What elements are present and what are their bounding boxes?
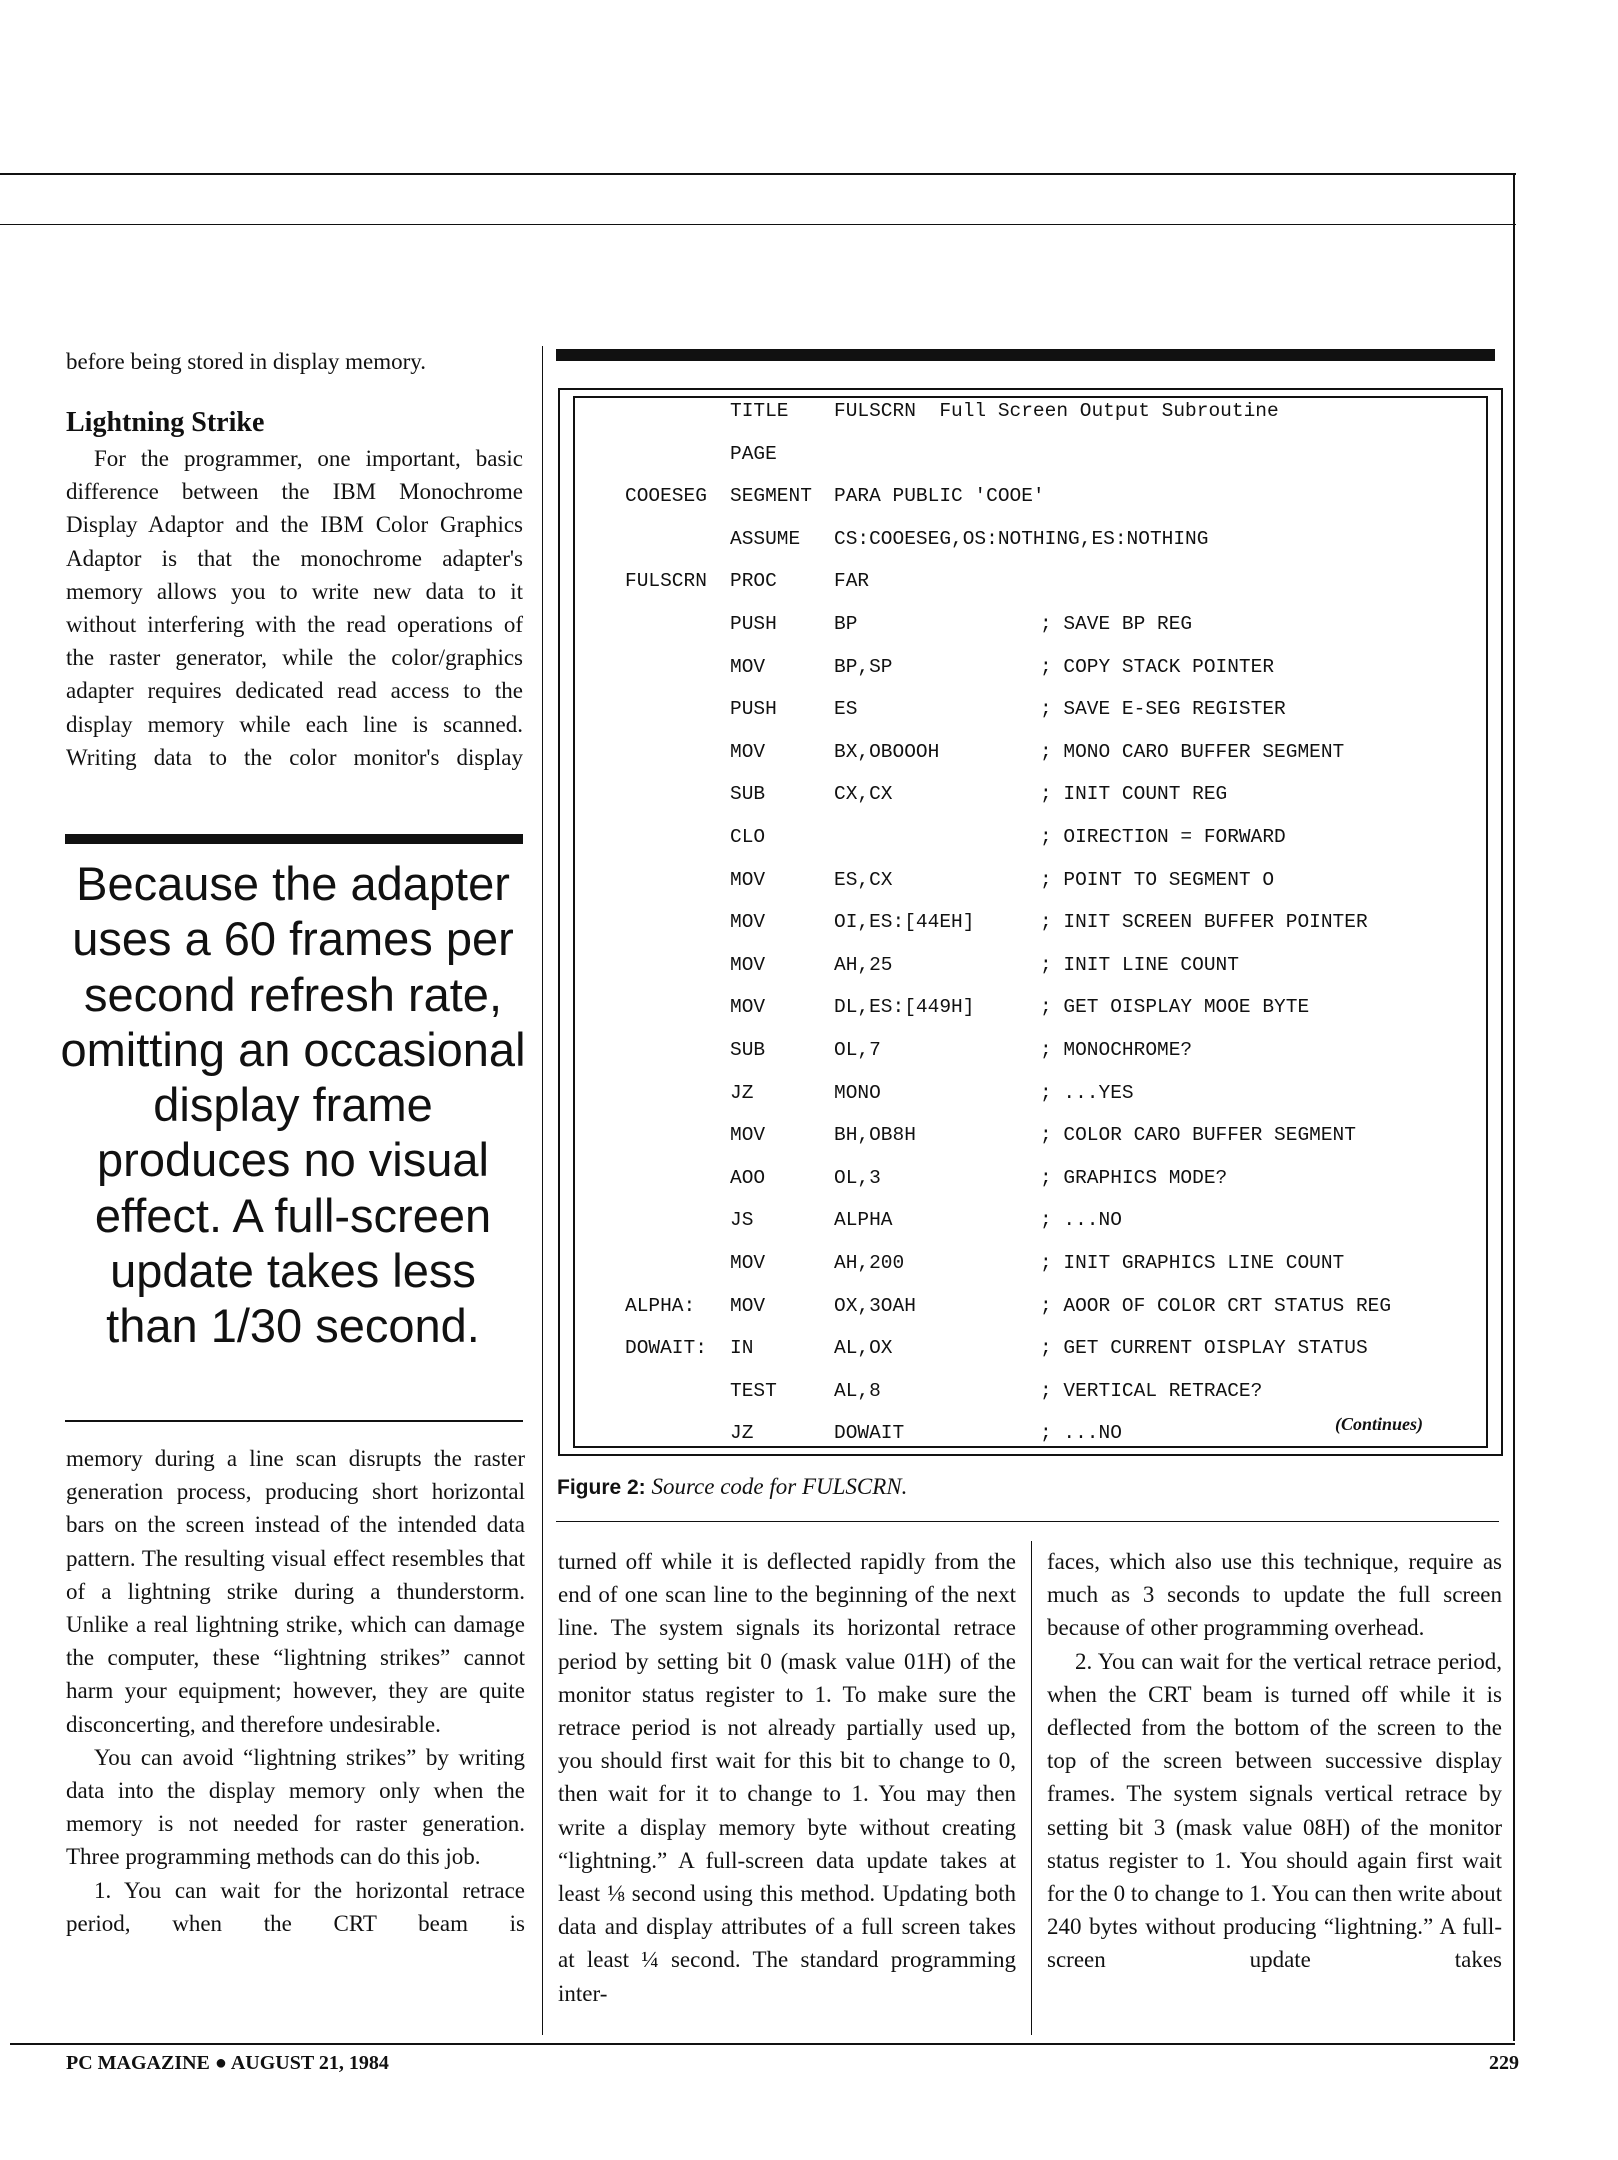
footer-magazine: PC MAGAZINE ● AUGUST 21, 1984 [66, 2052, 389, 2074]
code-args: AL,8 [834, 1379, 881, 1402]
code-comment: ; SAVE BP REG [1040, 613, 1193, 635]
paragraph: memory during a line scan disrupts the raster generation process, producing short horizontal bars on the screen instead of the intended data pattern. The resulting visual effect resembles that of a lightning strike during a thunderstorm. Unlike a real lightning strike, which can damage the computer, these “lightning strikes” cannot harm your equipment; however, they are quite disconcerting, and therefore undesirable. [66, 1446, 525, 1737]
code-op: MOV [730, 1124, 766, 1147]
code-label: ALPHA: [625, 1294, 696, 1317]
code-comment: ; VERTICAL RETRACE? [1040, 1379, 1263, 1402]
footer-rule [10, 2043, 1515, 2045]
code-op: IN [730, 1337, 754, 1360]
code-args: PARA PUBLIC 'COOE' [834, 485, 1045, 508]
code-label: COOESEG [625, 485, 707, 508]
code-comment: ; ...NO [1040, 1422, 1122, 1445]
column-2 [558, 1545, 1016, 2010]
code-args: OI,ES:[44EH] [834, 911, 975, 934]
code-comment: ; COLOR CARO BUFFER SEGMENT [1040, 1124, 1356, 1147]
pull-quote-bottom-rule [65, 1420, 523, 1422]
header-rule [0, 224, 1516, 225]
code-op: PUSH [730, 698, 777, 721]
paragraph: turned off while it is deflected rapidly from the end of one scan line to the beginning of the next line. The system signals its horizontal retrace period by setting bit 0 (mask value 01H) of the monitor status register to 1. To make sure the retrace period is not already partially used up, you should first wait for this bit to change to 0, then wait for it to change to 1. You may then write a display memory byte without creating “lightning.” A full-screen data update takes at least ⅛ second using this method. Updating both data and display attributes of a full screen takes at least ¼ second. The standard programming inter- [558, 1549, 1016, 2006]
intro-text [66, 345, 530, 378]
code-comment: ; INIT SCREEN BUFFER POINTER [1040, 911, 1368, 934]
code-comment: ; MONO CARO BUFFER SEGMENT [1040, 740, 1345, 763]
code-args: BP [834, 613, 858, 635]
paragraph: 1. You can wait for the horizontal retrace period, when the CRT beam is [66, 1877, 525, 1936]
code-op: CLO [730, 826, 766, 848]
code-op: TEST [730, 1379, 777, 1402]
code-label: FULSCRN [625, 570, 707, 593]
code-comment: ; GET OISPLAY MOOE BYTE [1040, 996, 1310, 1019]
code-op: SEGMENT [730, 485, 812, 508]
code-op: MOV [730, 1252, 766, 1274]
intro-line: before being stored in display memory. [66, 349, 427, 374]
code-op: JS [730, 1209, 754, 1232]
right-border-rule [1513, 173, 1515, 2041]
code-comment: ; SAVE E-SEG REGISTER [1040, 698, 1286, 721]
code-op: PAGE [730, 442, 777, 465]
code-args: DL,ES:[449H] [834, 996, 975, 1019]
paragraph: For the programmer, one important, basic difference between the IBM Monochrome Display Adaptor and the IBM Color Graphics Adaptor is that the monochrome adapter's memory allows you to write new data to it without interfering with the read operations of the raster generator, while the color/graphics adapter requires dedicated read access to the display memory while each line is scanned. Writing data to the color monitor's display [66, 446, 523, 770]
section-heading: Lightning Strike [66, 407, 265, 438]
code-args: BX,OBOOOH [834, 740, 940, 763]
code-op: MOV [730, 655, 766, 678]
code-label: DOWAIT: [625, 1337, 707, 1360]
code-comment: ; POINT TO SEGMENT O [1040, 868, 1275, 891]
code-op: SUB [730, 1039, 766, 1061]
figure-top-bar [556, 349, 1495, 361]
code-comment: ; MONOCHROME? [1040, 1039, 1193, 1061]
code-comment: ; OIRECTION = FORWARD [1040, 826, 1286, 848]
code-comment: ; COPY STACK POINTER [1040, 655, 1275, 678]
column-3 [1047, 1545, 1502, 1977]
code-comment: ; INIT GRAPHICS LINE COUNT [1040, 1252, 1345, 1274]
code-op: JZ [730, 1422, 754, 1445]
caption-label: Figure 2: [557, 1476, 646, 1499]
code-op: MOV [730, 996, 766, 1019]
code-args: ES [834, 698, 858, 721]
code-comment: ; INIT LINE COUNT [1040, 953, 1239, 976]
code-args: ALPHA [834, 1209, 893, 1232]
code-op: MOV [730, 953, 766, 976]
code-comment: ; INIT COUNT REG [1040, 783, 1228, 806]
paragraph: You can avoid “lightning strikes” by writing data into the display memory only when the memory is not needed for raster generation. Three programming methods can do this job. [66, 1744, 525, 1870]
figure-bottom-rule [556, 1521, 1499, 1522]
code-args: ES,CX [834, 868, 893, 891]
code-comment: ; AOOR OF COLOR CRT STATUS REG [1040, 1294, 1392, 1317]
code-comment: ; GET CURRENT OISPLAY STATUS [1040, 1337, 1368, 1360]
column-divider-lower [1031, 1541, 1032, 2035]
code-args: DOWAIT [834, 1422, 905, 1445]
code-args: CS:COOESEG,OS:NOTHING,ES:NOTHING [834, 527, 1209, 550]
code-args: AH,25 [834, 953, 893, 976]
column-1-upper [66, 442, 523, 774]
page-number: 229 [1489, 2052, 1519, 2074]
top-border-rule [0, 173, 1516, 175]
paragraph: faces, which also use this technique, require as much as 3 seconds to update the full screen because of other programming overhead. [1047, 1549, 1502, 1641]
code-comment: ; ...YES [1040, 1081, 1134, 1104]
code-args: OL,3 [834, 1166, 881, 1189]
code-args: FAR [834, 570, 870, 593]
code-op: ASSUME [730, 527, 801, 550]
code-op: AOO [730, 1166, 766, 1189]
code-args: BH,OB8H [834, 1124, 916, 1147]
code-args: OL,7 [834, 1039, 881, 1061]
code-op: SUB [730, 783, 766, 806]
code-comment: ; ...NO [1040, 1209, 1122, 1232]
code-args: MONO [834, 1081, 881, 1104]
pull-quote: Because the adapter uses a 60 frames per second refresh rate, omitting an occasional display frame produces no visual effect. A full-screen update takes less than 1/30 second. [60, 857, 526, 1353]
code-op: MOV [730, 868, 766, 891]
paragraph: 2. You can wait for the vertical retrace period, when the CRT beam is turned off while it is deflected from the bottom of the screen to the top of the screen between successive display frames. The system signals vertical retrace by setting bit 3 (mask value 08H) of the monitor status register to 1. You should again first wait for the 0 to change to 1. You can then write about 240 bytes without producing “lightning.” A full-screen update takes [1047, 1648, 1502, 1973]
code-comment: ; GRAPHICS MODE? [1040, 1166, 1228, 1189]
code-op: PUSH [730, 613, 777, 635]
code-args: OX,3OAH [834, 1294, 916, 1317]
column-divider [542, 346, 543, 2035]
pull-quote-top-bar [65, 834, 523, 844]
code-op: JZ [730, 1081, 754, 1104]
code-args: FULSCRN Full Screen Output Subroutine [834, 400, 1279, 422]
code-args: AH,200 [834, 1252, 905, 1274]
caption-text: Source code for FULSCRN. [651, 1474, 908, 1499]
column-1-lower [66, 1442, 525, 1940]
figure-caption [557, 1474, 907, 1500]
code-op: MOV [730, 911, 766, 934]
code-args: AL,OX [834, 1337, 893, 1360]
code-op: MOV [730, 740, 766, 763]
continued-label: (Continues) [1335, 1414, 1424, 1434]
code-op: MOV [730, 1294, 766, 1317]
code-args: CX,CX [834, 783, 893, 806]
code-op: TITLE [730, 400, 789, 422]
code-args: BP,SP [834, 655, 893, 678]
code-op: PROC [730, 570, 777, 593]
